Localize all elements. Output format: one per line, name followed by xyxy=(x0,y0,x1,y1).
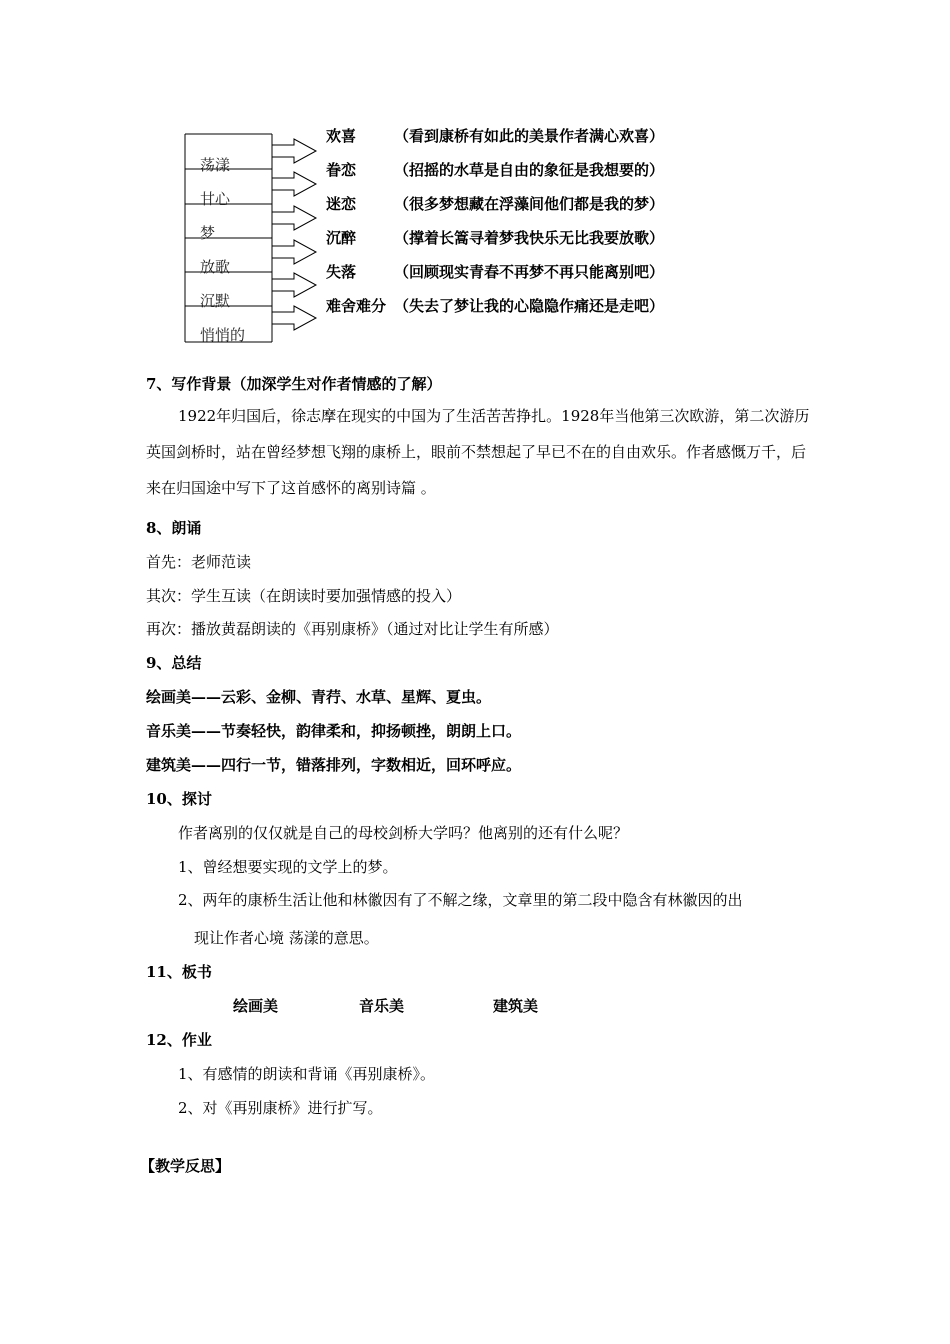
summary-line: 音乐美——节奏轻快，韵律柔和，抑扬顿挫，朗朗上口。 xyxy=(146,722,522,740)
discussion-item: 2、两年的康桥生活让他和林徽因有了不解之缘，文章里的第二段中隐含有林徽因的出 xyxy=(178,891,743,909)
board-item: 建筑美 xyxy=(493,997,539,1015)
board-item: 音乐美 xyxy=(359,997,405,1015)
emotion-description: （回顾现实青春不再梦不再只能离别吧） xyxy=(394,263,665,281)
recitation-line: 再次：播放黄磊朗读的《再别康桥》（通过对比让学生有所感） xyxy=(146,620,559,638)
section-heading: 10、探讨 xyxy=(146,790,212,808)
homework-item: 1、有感情的朗读和背诵《再别康桥》。 xyxy=(178,1065,436,1083)
section-heading: 11、板书 xyxy=(146,963,212,981)
emotion-label: 沉醉 xyxy=(326,229,357,247)
recitation-line: 其次：学生互读（在朗读时要加强情感的投入） xyxy=(146,587,462,605)
emotion-description: （看到康桥有如此的美景作者满心欢喜） xyxy=(394,127,665,145)
discussion-item-continued: 现让作者心境 荡漾的意思。 xyxy=(194,929,379,947)
homework-item: 2、对《再别康桥》进行扩写。 xyxy=(178,1099,383,1117)
board-item: 绘画美 xyxy=(233,997,279,1015)
section-heading: 12、作业 xyxy=(146,1031,212,1049)
background-paragraph: 1922年归国后，徐志摩在现实的中国为了生活苦苦挣扎。1928年当他第三次欧游，第二次游历英国剑桥时，站在曾经梦想飞翔的康桥上，眼前不禁想起了早已不在的自由欢乐。作者感慨万千，后来在归国途中写下了这首感怀的离别诗篇 。 xyxy=(146,407,810,497)
emotion-label: 眷恋 xyxy=(326,161,357,179)
summary-line: 绘画美——云彩、金柳、青荇、水草、星辉、夏虫。 xyxy=(146,688,492,706)
section-heading: 9、总结 xyxy=(146,654,202,672)
emotion-description: （撑着长篙寻着梦我快乐无比我要放歌） xyxy=(394,229,665,247)
emotion-label: 难舍难分 xyxy=(326,297,387,315)
diagram-label: 梦 xyxy=(200,224,216,242)
emotion-description: （招摇的水草是自由的象征是我想要的） xyxy=(394,161,665,179)
diagram-label: 放歌 xyxy=(200,258,231,276)
diagram-label: 荡漾 xyxy=(200,156,231,174)
emotion-diagram xyxy=(180,124,740,346)
discussion-item: 1、曾经想要实现的文学上的梦。 xyxy=(178,858,398,876)
emotion-label: 失落 xyxy=(326,263,357,281)
emotion-label: 欢喜 xyxy=(326,127,357,145)
section-heading: 8、朗诵 xyxy=(146,519,202,537)
diagram-label: 甘心 xyxy=(200,190,231,208)
summary-line: 建筑美——四行一节，错落排列，字数相近，回环呼应。 xyxy=(146,756,522,774)
emotion-description: （很多梦想藏在浮藻间他们都是我的梦） xyxy=(394,195,665,213)
discussion-question: 作者离别的仅仅就是自己的母校剑桥大学吗？他离别的还有什么呢？ xyxy=(178,824,629,842)
recitation-line: 首先：老师范读 xyxy=(146,553,252,571)
emotion-label: 迷恋 xyxy=(326,195,357,213)
reflection-heading: 【教学反思】 xyxy=(140,1157,231,1175)
diagram-label: 沉默 xyxy=(200,292,231,310)
section-heading: 7、写作背景（加深学生对作者情感的了解） xyxy=(146,375,442,393)
diagram-label: 悄悄的 xyxy=(200,326,246,344)
emotion-description: （失去了梦让我的心隐隐作痛还是走吧） xyxy=(394,297,665,315)
